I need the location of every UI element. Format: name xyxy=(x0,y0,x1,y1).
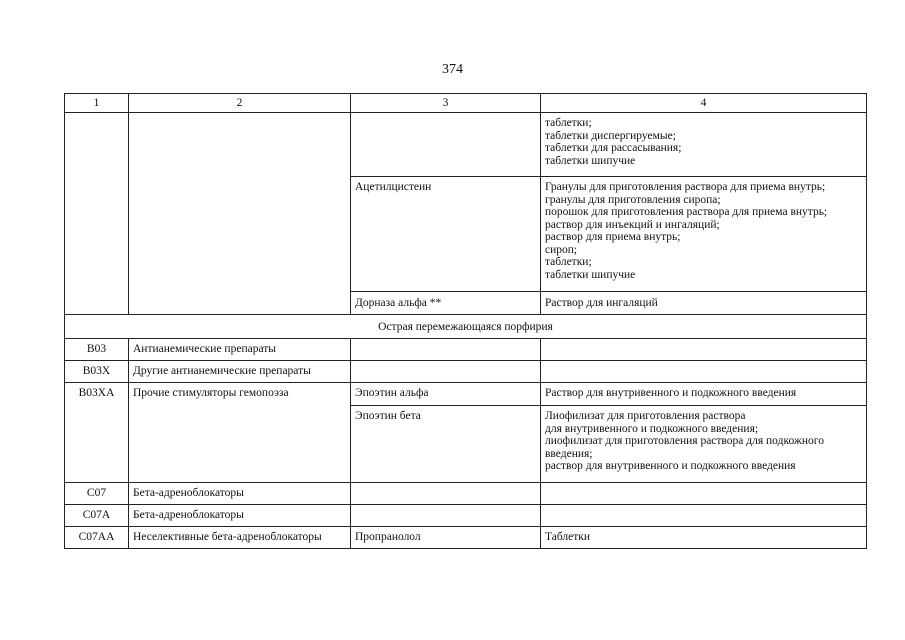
dosage-form-line: Гранулы для приготовления раствора для приема внутрь; xyxy=(545,181,826,193)
drug-name-epoetin-beta: Эпоэтин бета xyxy=(351,406,541,483)
dosage-form-line: таблетки шипучие xyxy=(545,268,636,281)
dosage-form-line: таблетки для рассасывания; xyxy=(545,142,682,154)
drug-cell-empty xyxy=(351,361,541,383)
dosage-form-cell: Раствор для ингаляций xyxy=(541,292,867,315)
drug-table xyxy=(64,93,867,549)
atc-group-name: Бета-адреноблокаторы xyxy=(129,483,351,505)
column-header-2: 2 xyxy=(129,94,351,113)
dosage-form-line: раствор для приема внутрь; xyxy=(545,231,681,243)
column-header-3: 3 xyxy=(351,94,541,113)
table-row xyxy=(65,483,867,505)
drug-cell-empty xyxy=(351,113,541,177)
dosage-form-line: раствор для инъекций и ингаляций; xyxy=(545,218,720,231)
dosage-forms-cell xyxy=(541,113,867,177)
code-cell-empty xyxy=(65,113,129,315)
dosage-form-cell: Таблетки xyxy=(541,527,867,549)
group-cell-empty xyxy=(129,113,351,315)
atc-code: C07 xyxy=(65,483,129,505)
dosage-forms-cell xyxy=(541,177,867,292)
dosage-form-line: порошок для приготовления раствора для приема внутрь; xyxy=(545,206,828,218)
page-number: 374 xyxy=(442,62,463,77)
table-row xyxy=(65,383,867,406)
dosage-form-line: таблетки шипучие xyxy=(545,154,636,167)
dosage-form-line: сироп; xyxy=(545,243,578,256)
atc-group-name: Другие антианемические препараты xyxy=(129,361,351,383)
atc-group-name: Прочие стимуляторы гемопоэза xyxy=(129,383,351,483)
atc-code: C07A xyxy=(65,505,129,527)
dosage-form-line: таблетки; xyxy=(545,256,592,268)
column-header-1: 1 xyxy=(65,94,129,113)
section-row xyxy=(65,315,867,339)
atc-code: C07AA xyxy=(65,527,129,549)
atc-code: B03 xyxy=(65,339,129,361)
table-row xyxy=(65,339,867,361)
atc-group-name: Антианемические препараты xyxy=(129,339,351,361)
dosage-form-cell: Раствор для внутривенного и подкожного введения xyxy=(541,383,867,406)
atc-code: B03X xyxy=(65,361,129,383)
dosage-form-line: раствор для внутривенного и подкожного введения xyxy=(545,460,796,472)
table-row xyxy=(65,527,867,549)
atc-group-name: Бета-адреноблокаторы xyxy=(129,505,351,527)
drug-name-dornase: Дорназа альфа ** xyxy=(351,292,541,315)
drug-name-epoetin-alfa: Эпоэтин альфа xyxy=(351,383,541,406)
dosage-form-cell-empty xyxy=(541,483,867,505)
dosage-forms-cell xyxy=(541,406,867,483)
table-row xyxy=(65,505,867,527)
drug-cell-empty xyxy=(351,339,541,361)
dosage-form-line: таблетки; xyxy=(545,117,592,129)
dosage-form-line: для внутривенного и подкожного введения; xyxy=(545,422,759,435)
dosage-form-line: Лиофилизат для приготовления раствора xyxy=(545,410,746,422)
section-title: Острая перемежающаяся порфирия xyxy=(65,315,867,339)
dosage-form-line: гранулы для приготовления сиропа; xyxy=(545,193,721,206)
drug-cell-empty xyxy=(351,483,541,505)
drug-name-propranolol: Пропранолол xyxy=(351,527,541,549)
dosage-form-line: таблетки диспергируемые; xyxy=(545,129,676,142)
dosage-form-line: лиофилизат для приготовления раствора для подкожного введения; xyxy=(545,435,824,460)
table-row xyxy=(65,113,867,177)
table-row xyxy=(65,361,867,383)
table-header-row xyxy=(65,94,867,113)
atc-group-name: Неселективные бета-адреноблокаторы xyxy=(129,527,351,549)
drug-name-acetylcysteine: Ацетилцистеин xyxy=(351,177,541,292)
dosage-form-cell-empty xyxy=(541,505,867,527)
column-header-4: 4 xyxy=(541,94,867,113)
atc-code: B03XA xyxy=(65,383,129,483)
dosage-form-cell-empty xyxy=(541,361,867,383)
drug-cell-empty xyxy=(351,505,541,527)
dosage-form-cell-empty xyxy=(541,339,867,361)
